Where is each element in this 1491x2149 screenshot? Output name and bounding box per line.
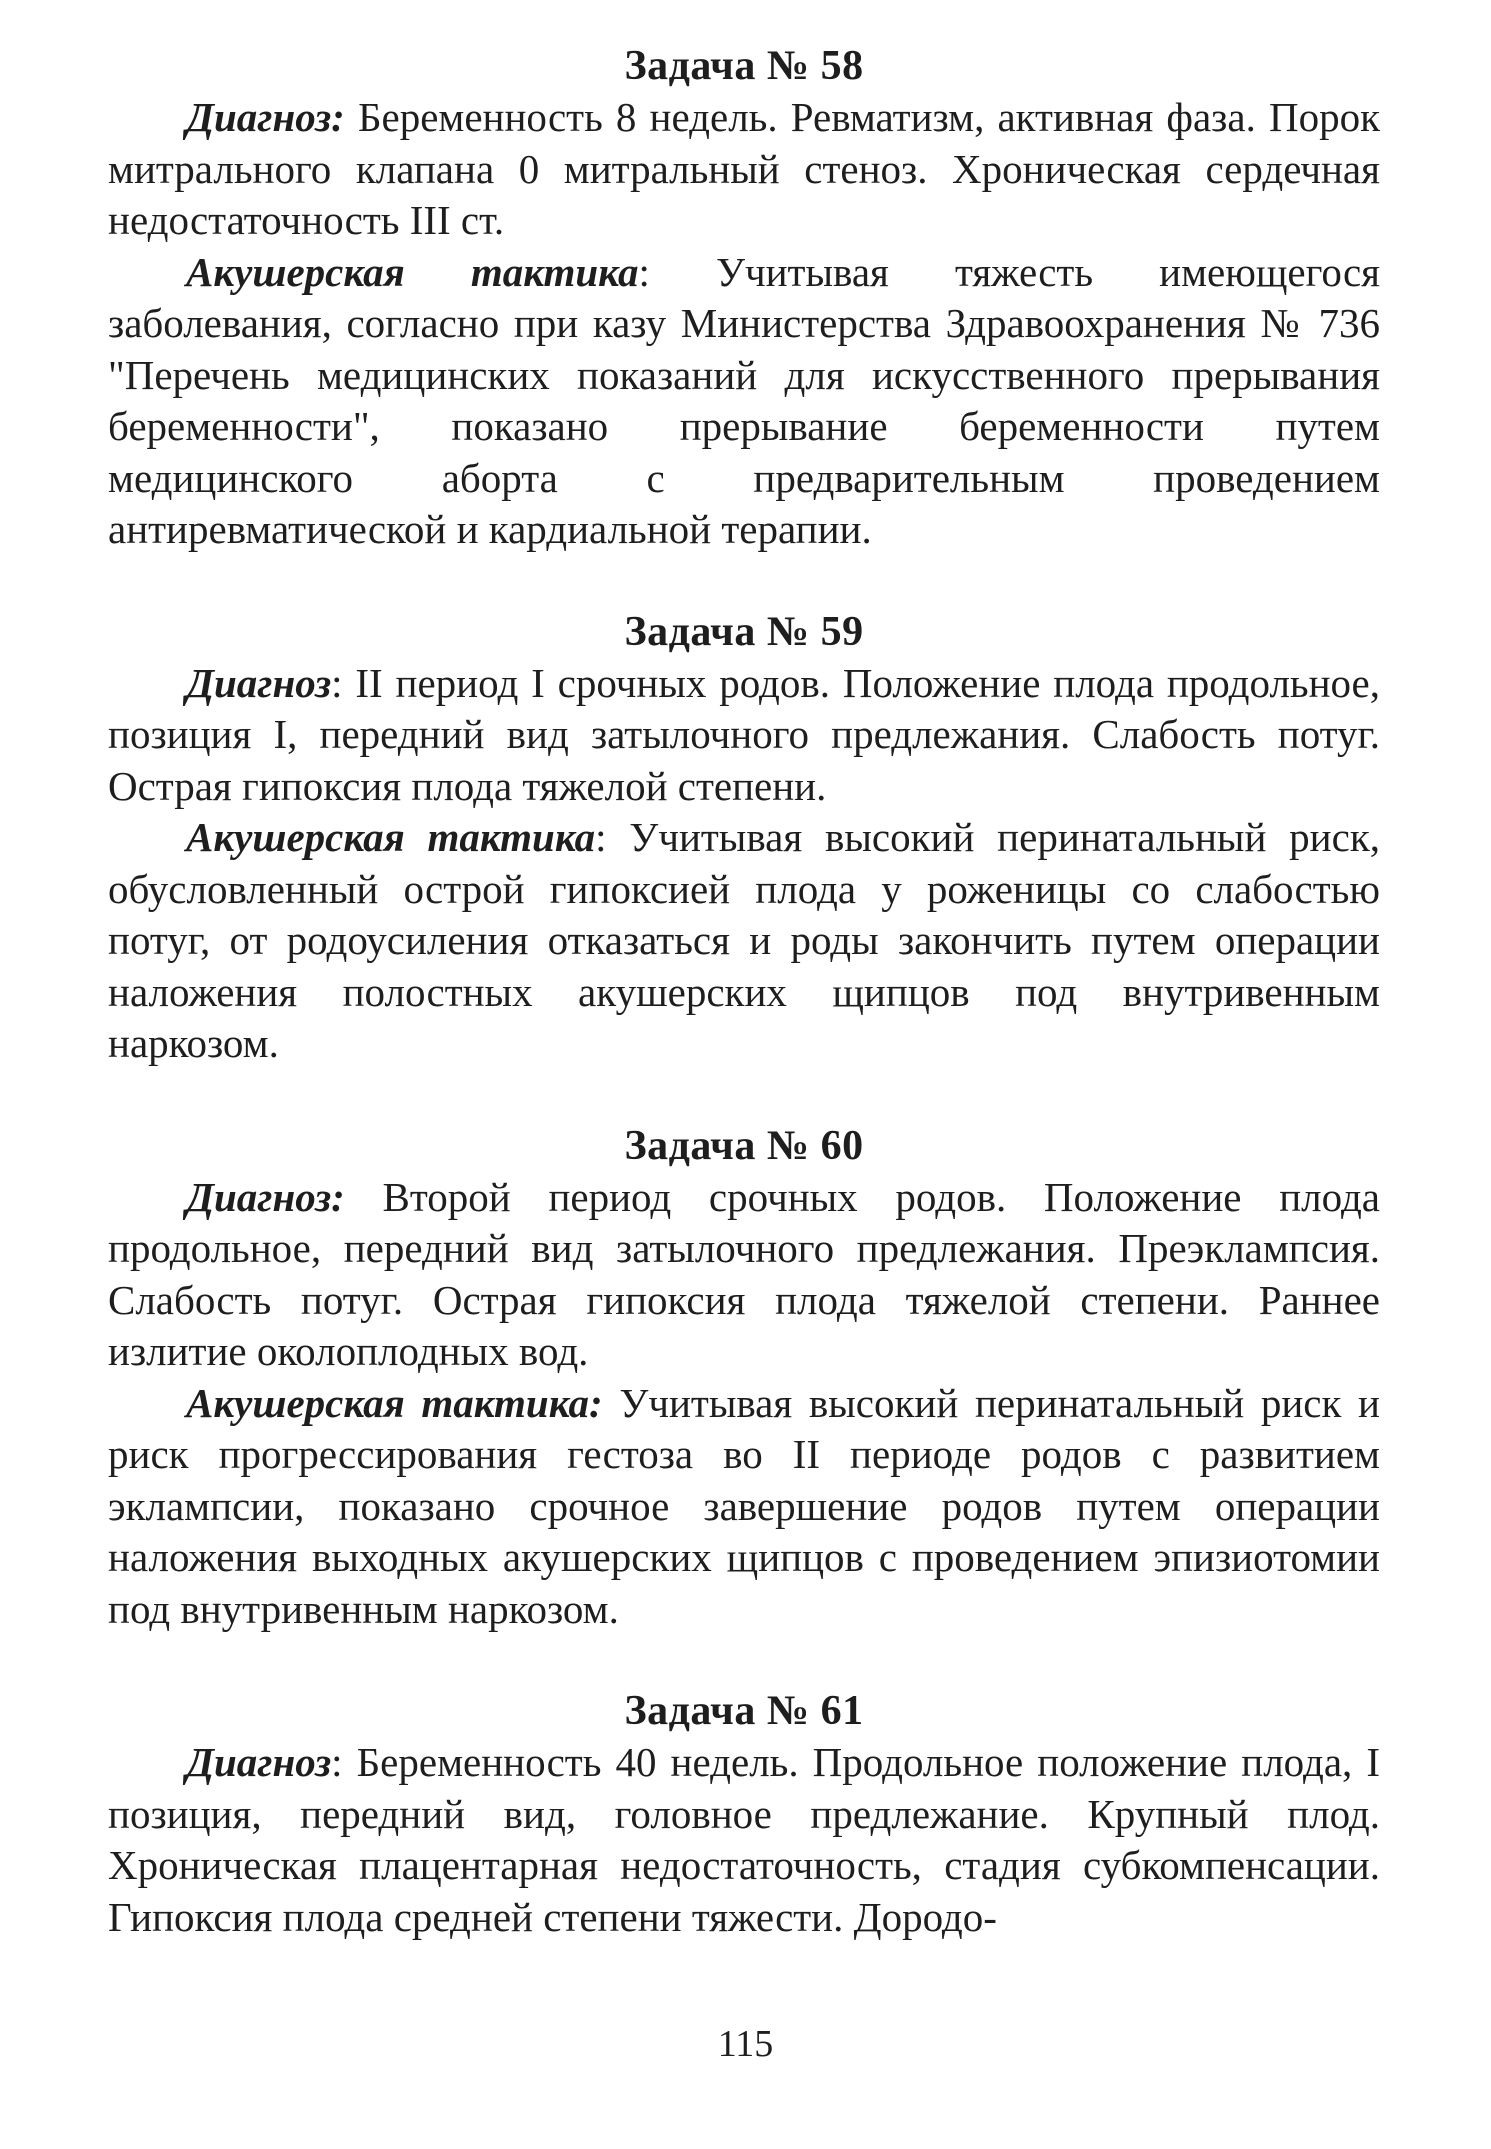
task-59 xyxy=(108,606,1380,1070)
tactics-text: : Учитывая высокий перинатальный риск, обусловленный острой гипоксией плода у роженицы со слабостью потуг, от родоусиления отказаться и роды закончить путем операции наложения полостных акушерских щипцов под внутривенным наркозом. xyxy=(108,814,1380,1066)
diagnosis-text: : Беременность 40 недель. Продольное положение плода, I позиция, передний вид, головное предлежание. Крупный плод. Хроническая плацентарная недостаточность, стадия субкомпенсации. Гипоксия плода средней степени тяжести. Дородо- xyxy=(108,1739,1380,1940)
task-title: Задача № 59 xyxy=(624,608,864,655)
diagnosis-label: Диагноз xyxy=(186,1739,332,1785)
tactics-label: Акушерская тактика xyxy=(186,248,639,295)
tactics-paragraph xyxy=(108,812,1380,1070)
page-content xyxy=(108,40,1380,1943)
diagnosis-paragraph xyxy=(108,92,1380,247)
task-61 xyxy=(108,1685,1380,1943)
diagnosis-text: Второй период срочных родов. Положение плода продольное, передний вид затылочного предлежания. Преэклампсия. Слабость потуг. Острая гипоксия плода тяжелой степени. Раннее излитие околоплодных вод. xyxy=(108,1173,1380,1374)
task-title: Задача № 61 xyxy=(624,1688,864,1734)
diagnosis-text: : II период I срочных родов. Положение плода продольное, позиция I, передний вид затылочного предлежания. Слабость потуг. Острая гипоксия плода тяжелой степени. xyxy=(108,659,1380,809)
task-title: Задача № 58 xyxy=(624,43,864,89)
tactics-paragraph xyxy=(108,247,1380,556)
page-number: 115 xyxy=(717,2023,774,2065)
diagnosis-paragraph xyxy=(108,1737,1380,1943)
tactics-text: Учитывая высокий перинатальный риск и риск прогрессирования гестоза во II периоде родов с развитием эклампсии, показано срочное завершение родов путем операции наложения выходных акушерских щипцов с проведением эпизиотомии под внутривенным наркозом. xyxy=(108,1379,1380,1632)
tactics-paragraph xyxy=(108,1378,1380,1636)
diagnosis-label: Диагноз xyxy=(186,659,332,706)
task-58 xyxy=(108,40,1380,556)
tactics-text: : Учитывая тяжесть имеющегося заболевания, согласно при казу Министерства Здравоохранения № 736 "Перечень медицинских показаний для искусственного прерывания беременности", показано прерывание беременности путем медицинского аборта с предварительным проведением антиревматической и кардиальной терапии. xyxy=(108,248,1380,552)
diagnosis-label: Диагноз: xyxy=(186,1173,345,1220)
task-title: Задача № 60 xyxy=(624,1122,864,1169)
tactics-label: Акушерская тактика: xyxy=(186,1379,603,1426)
diagnosis-paragraph xyxy=(108,1172,1380,1378)
diagnosis-label: Диагноз: xyxy=(186,94,345,140)
diagnosis-text: Беременность 8 недель. Ревматизм, активная фаза. Порок митрального клапана 0 митральный стеноз. Хроническая сердечная недостаточность III ст. xyxy=(108,94,1380,243)
task-60 xyxy=(108,1120,1380,1636)
tactics-label: Акушерская тактика xyxy=(186,814,596,860)
diagnosis-paragraph xyxy=(108,658,1380,813)
